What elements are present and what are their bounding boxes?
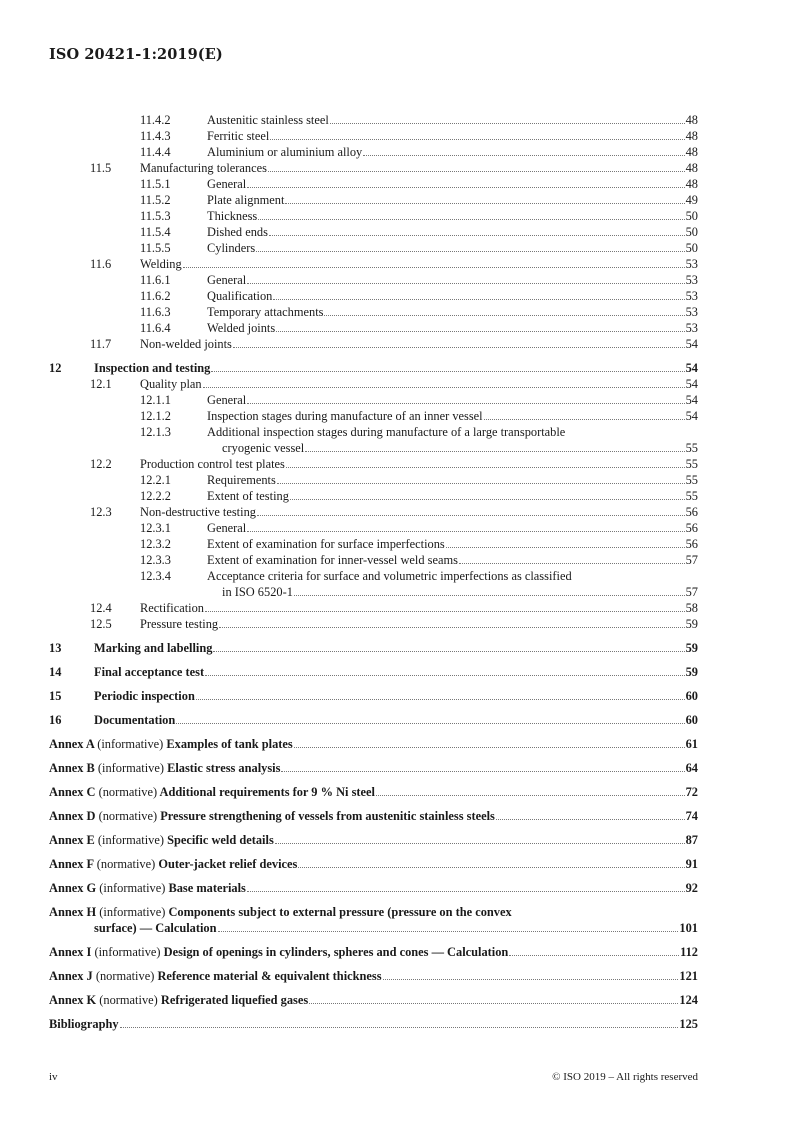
toc-page: 48 <box>685 129 698 143</box>
toc-number: 11.4.2 <box>140 113 171 127</box>
annex-label: Annex B <box>49 761 95 775</box>
page-footer <box>49 1071 698 1083</box>
toc-entry[interactable] <box>49 408 698 424</box>
annex-type: (normative) <box>98 809 158 823</box>
dot-leader <box>459 563 685 564</box>
dot-leader <box>446 547 685 548</box>
toc-number: 12.1.3 <box>140 425 171 439</box>
annex-title: Outer-jacket relief devices <box>158 857 298 871</box>
toc-page: 48 <box>685 113 698 127</box>
annex-label: Annex A <box>49 737 95 751</box>
dot-leader <box>281 771 684 772</box>
toc-page: 72 <box>685 785 698 799</box>
toc-title: Non-welded joints <box>140 337 232 351</box>
dot-leader <box>256 251 684 252</box>
toc-number: 11.4.4 <box>140 145 171 159</box>
annex-label: Annex C <box>49 785 96 799</box>
toc-page: 53 <box>685 257 698 271</box>
dot-leader <box>276 331 684 332</box>
dot-leader <box>277 483 685 484</box>
toc-entry[interactable] <box>49 504 698 520</box>
annex-label: Annex D <box>49 809 96 823</box>
annex-title-line1: Components subject to external pressure (pressure on the convex <box>168 905 512 919</box>
toc-entry-chapter[interactable] <box>49 664 698 680</box>
toc-title: Marking and labelling <box>94 641 213 655</box>
dot-leader <box>233 347 685 348</box>
toc-entry[interactable] <box>49 456 698 472</box>
toc-title: Final acceptance test <box>94 665 205 679</box>
toc-number: 12.1.1 <box>140 393 171 407</box>
toc-title: Periodic inspection <box>94 689 195 703</box>
annex-type: (normative) <box>96 857 156 871</box>
toc-entry[interactable] <box>49 488 698 504</box>
dot-leader <box>268 171 685 172</box>
toc-entry-chapter[interactable] <box>49 360 698 376</box>
toc-entry[interactable] <box>49 304 698 320</box>
dot-leader <box>205 611 685 612</box>
dot-leader <box>218 931 679 932</box>
toc-page: 125 <box>679 1017 698 1031</box>
toc-page: 56 <box>685 521 698 535</box>
toc-page: 50 <box>685 209 698 223</box>
dot-leader <box>285 203 684 204</box>
annex-type: (normative) <box>95 969 155 983</box>
toc-entry-annex[interactable] <box>49 968 698 984</box>
toc-number: 11.6.1 <box>140 273 171 287</box>
toc-entry[interactable] <box>49 616 698 632</box>
dot-leader <box>363 155 684 156</box>
annex-title: Design of openings in cylinders, spheres and cones — Calculation <box>163 945 509 959</box>
dot-leader <box>309 1003 678 1004</box>
toc-number: 11.6 <box>90 257 112 271</box>
toc-number: 12 <box>49 361 62 375</box>
annex-label: Annex H <box>49 905 97 919</box>
toc-page: 57 <box>685 585 698 599</box>
toc-page: 59 <box>685 617 698 631</box>
toc-page: 58 <box>685 601 698 615</box>
toc-number: 12.3 <box>90 505 112 519</box>
toc-entry-chapter[interactable] <box>49 688 698 704</box>
toc-title: Inspection stages during manufacture of an inner vessel <box>207 409 483 423</box>
toc-title: Requirements <box>207 473 276 487</box>
toc-page: 54 <box>685 409 698 423</box>
toc-number: 12.3.4 <box>140 569 171 583</box>
toc-title: Qualification <box>207 289 273 303</box>
toc-title: Pressure testing <box>140 617 219 631</box>
toc-entry[interactable] <box>49 208 698 224</box>
annex-label: Annex J <box>49 969 93 983</box>
toc-title: Welding <box>140 257 182 271</box>
toc-entry[interactable] <box>49 520 698 536</box>
toc-number: 12.1.2 <box>140 409 171 423</box>
copyright-notice: © ISO 2019 – All rights reserved <box>552 1071 698 1083</box>
toc-page: 59 <box>685 665 698 679</box>
annex-type: (informative) <box>97 761 164 775</box>
toc-entry[interactable] <box>49 176 698 192</box>
toc-page: 48 <box>685 161 698 175</box>
toc-page: 56 <box>685 505 698 519</box>
toc-page: 92 <box>685 881 698 895</box>
dot-leader <box>247 531 684 532</box>
toc-page: 54 <box>685 377 698 391</box>
dot-leader <box>324 315 684 316</box>
toc-entry-annex[interactable] <box>49 736 698 752</box>
annex-type: (informative) <box>99 905 166 919</box>
annex-type: (normative) <box>98 785 158 799</box>
toc-title: Extent of examination for inner-vessel weld seams <box>207 553 458 567</box>
dot-leader <box>273 299 684 300</box>
annex-type: (informative) <box>99 881 166 895</box>
dot-leader <box>376 795 685 796</box>
toc-entry-annex[interactable] <box>49 992 698 1008</box>
annex-label: Annex G <box>49 881 97 895</box>
toc-number: 11.6.2 <box>140 289 171 303</box>
toc-title: Plate alignment <box>207 193 285 207</box>
toc-title: Non-destructive testing <box>140 505 256 519</box>
toc-page: 55 <box>685 489 698 503</box>
toc-page: 112 <box>680 945 698 959</box>
toc-title: Austenitic stainless steel <box>207 113 329 127</box>
toc-entry[interactable] <box>49 568 698 600</box>
toc-number: 11.5.4 <box>140 225 171 239</box>
toc-number: 12.3.2 <box>140 537 171 551</box>
toc-title: Manufacturing tolerances <box>140 161 267 175</box>
toc-number: 13 <box>49 641 62 655</box>
toc-number: 11.5.5 <box>140 241 171 255</box>
toc-page: 54 <box>685 337 698 351</box>
toc-page: 53 <box>685 321 698 335</box>
toc-page: 48 <box>685 145 698 159</box>
toc-entry[interactable] <box>49 472 698 488</box>
dot-leader <box>203 387 685 388</box>
toc-title: Temporary attachments <box>207 305 324 319</box>
toc-title: General <box>207 393 247 407</box>
toc-title: Rectification <box>140 601 204 615</box>
dot-leader <box>205 675 685 676</box>
toc-number: 11.5 <box>90 161 112 175</box>
toc-title: Bibliography <box>49 1017 119 1031</box>
toc-number: 12.3.1 <box>140 521 171 535</box>
toc-page: 61 <box>685 737 698 751</box>
dot-leader <box>294 747 685 748</box>
dot-leader <box>298 867 684 868</box>
toc-page: 53 <box>685 289 698 303</box>
annex-title: Refrigerated liquefied gases <box>160 993 309 1007</box>
dot-leader <box>196 699 685 700</box>
dot-leader <box>484 419 685 420</box>
toc-page: 91 <box>685 857 698 871</box>
toc-entry[interactable] <box>49 160 698 176</box>
dot-leader <box>290 499 685 500</box>
toc-entry[interactable] <box>49 600 698 616</box>
toc-entry-annex[interactable] <box>49 760 698 776</box>
annex-title: Examples of tank plates <box>166 737 293 751</box>
toc-number: 11.6.3 <box>140 305 171 319</box>
dot-leader <box>509 955 679 956</box>
toc-page: 101 <box>679 921 698 935</box>
toc-title: General <box>207 177 247 191</box>
toc-title: Cylinders <box>207 241 256 255</box>
annex-label: Annex K <box>49 993 97 1007</box>
toc-entry[interactable] <box>49 144 698 160</box>
dot-leader <box>219 627 684 628</box>
toc-title-line2: cryogenic vessel <box>222 441 305 455</box>
toc-page: 57 <box>685 553 698 567</box>
dot-leader <box>211 371 684 372</box>
dot-leader <box>286 467 685 468</box>
toc-entry[interactable] <box>49 256 698 272</box>
toc-number: 12.1 <box>90 377 112 391</box>
toc-number: 12.3.3 <box>140 553 171 567</box>
toc-number: 16 <box>49 713 62 727</box>
toc-entry-annex[interactable] <box>49 832 698 848</box>
toc-number: 12.4 <box>90 601 112 615</box>
toc-page: 50 <box>685 241 698 255</box>
toc-entry-annex[interactable] <box>49 880 698 896</box>
toc-title: Dished ends <box>207 225 268 239</box>
toc-page: 87 <box>685 833 698 847</box>
dot-leader <box>213 651 684 652</box>
annex-type: (informative) <box>97 737 164 751</box>
toc-number: 12.2.2 <box>140 489 171 503</box>
toc-page: 50 <box>685 225 698 239</box>
toc-title-line2: in ISO 6520-1 <box>222 585 293 599</box>
toc-entry[interactable] <box>49 288 698 304</box>
toc-page: 53 <box>685 273 698 287</box>
dot-leader <box>176 723 684 724</box>
toc-title: Welded joints <box>207 321 276 335</box>
toc-title: Extent of examination for surface imperfections <box>207 537 445 551</box>
annex-title: Elastic stress analysis <box>167 761 281 775</box>
toc-title: Quality plan <box>140 377 202 391</box>
toc-entry[interactable] <box>49 192 698 208</box>
annex-type: (normative) <box>99 993 158 1007</box>
toc-title: General <box>207 521 247 535</box>
toc-page: 121 <box>679 969 698 983</box>
toc-page: 64 <box>685 761 698 775</box>
toc-page: 74 <box>685 809 698 823</box>
toc-title-line1: Additional inspection stages during manufacture of a large transportable <box>207 425 566 439</box>
toc-page: 55 <box>685 473 698 487</box>
toc-number: 11.5.1 <box>140 177 171 191</box>
toc-number: 11.7 <box>90 337 112 351</box>
toc-title: Aluminium or aluminium alloy <box>207 145 363 159</box>
page-number: iv <box>49 1071 58 1083</box>
toc-page: 55 <box>685 441 698 455</box>
annex-label: Annex I <box>49 945 92 959</box>
dot-leader <box>247 403 684 404</box>
toc-number: 14 <box>49 665 62 679</box>
toc-title: General <box>207 273 247 287</box>
toc-entry[interactable] <box>49 224 698 240</box>
annex-label: Annex E <box>49 833 95 847</box>
toc-entry-annex[interactable] <box>49 784 698 800</box>
dot-leader <box>330 123 685 124</box>
toc-entry[interactable] <box>49 112 698 128</box>
dot-leader <box>270 139 684 140</box>
toc-number: 12.2 <box>90 457 112 471</box>
toc-title: Ferritic steel <box>207 129 270 143</box>
toc-number: 11.6.4 <box>140 321 171 335</box>
toc-page: 56 <box>685 537 698 551</box>
toc-page: 59 <box>685 641 698 655</box>
annex-title: Pressure strengthening of vessels from austenitic stainless steels <box>160 809 495 823</box>
dot-leader <box>258 219 684 220</box>
dot-leader <box>305 451 684 452</box>
toc-entry[interactable] <box>49 552 698 568</box>
toc-title: Inspection and testing <box>94 361 211 375</box>
toc-page: 124 <box>679 993 698 1007</box>
toc-entry[interactable] <box>49 392 698 408</box>
toc-title: Production control test plates <box>140 457 285 471</box>
dot-leader <box>496 819 685 820</box>
annex-title-line2: surface) — Calculation <box>94 921 217 935</box>
annex-title: Base materials <box>168 881 246 895</box>
toc-entry-annex[interactable] <box>49 808 698 824</box>
toc-page: 53 <box>685 305 698 319</box>
dot-leader <box>247 283 684 284</box>
annex-type: (informative) <box>94 945 161 959</box>
toc-entry-bibliography[interactable] <box>49 1016 698 1032</box>
toc-page: 54 <box>685 393 698 407</box>
toc-number: 11.5.3 <box>140 209 171 223</box>
toc-number: 11.5.2 <box>140 193 171 207</box>
toc-page: 60 <box>685 689 698 703</box>
toc-page: 54 <box>685 361 698 375</box>
document-id-header: ISO 20421-1:2019(E) <box>49 46 223 63</box>
dot-leader <box>383 979 679 980</box>
dot-leader <box>269 235 685 236</box>
toc-title: Thickness <box>207 209 258 223</box>
toc-title: Extent of testing <box>207 489 289 503</box>
toc-entry-annex[interactable] <box>49 904 698 936</box>
toc-entry-chapter[interactable] <box>49 712 698 728</box>
toc-number: 11.4.3 <box>140 129 171 143</box>
table-of-contents <box>49 112 698 1032</box>
toc-page: 48 <box>685 177 698 191</box>
dot-leader <box>275 843 685 844</box>
toc-page: 60 <box>685 713 698 727</box>
dot-leader <box>120 1027 679 1028</box>
dot-leader <box>257 515 685 516</box>
toc-entry-annex[interactable] <box>49 856 698 872</box>
toc-title-line1: Acceptance criteria for surface and volumetric imperfections as classified <box>207 569 572 583</box>
dot-leader <box>247 187 684 188</box>
toc-entry[interactable] <box>49 240 698 256</box>
toc-number: 15 <box>49 689 62 703</box>
toc-number: 12.5 <box>90 617 112 631</box>
toc-entry[interactable] <box>49 336 698 352</box>
toc-entry[interactable] <box>49 320 698 336</box>
annex-label: Annex F <box>49 857 94 871</box>
annex-title: Reference material & equivalent thickness <box>157 969 382 983</box>
dot-leader <box>247 891 685 892</box>
dot-leader <box>294 595 685 596</box>
annex-title: Specific weld details <box>167 833 274 847</box>
toc-page: 49 <box>685 193 698 207</box>
toc-entry[interactable] <box>49 376 698 392</box>
toc-number: 12.2.1 <box>140 473 171 487</box>
dot-leader <box>183 267 685 268</box>
annex-title: Additional requirements for 9 % Ni steel <box>159 785 375 799</box>
toc-entry-annex[interactable] <box>49 944 698 960</box>
toc-entry[interactable] <box>49 128 698 144</box>
toc-entry[interactable] <box>49 536 698 552</box>
toc-page: 55 <box>685 457 698 471</box>
toc-entry-chapter[interactable] <box>49 640 698 656</box>
toc-entry[interactable] <box>49 272 698 288</box>
annex-type: (informative) <box>97 833 164 847</box>
toc-entry[interactable] <box>49 424 698 456</box>
toc-title: Documentation <box>94 713 176 727</box>
